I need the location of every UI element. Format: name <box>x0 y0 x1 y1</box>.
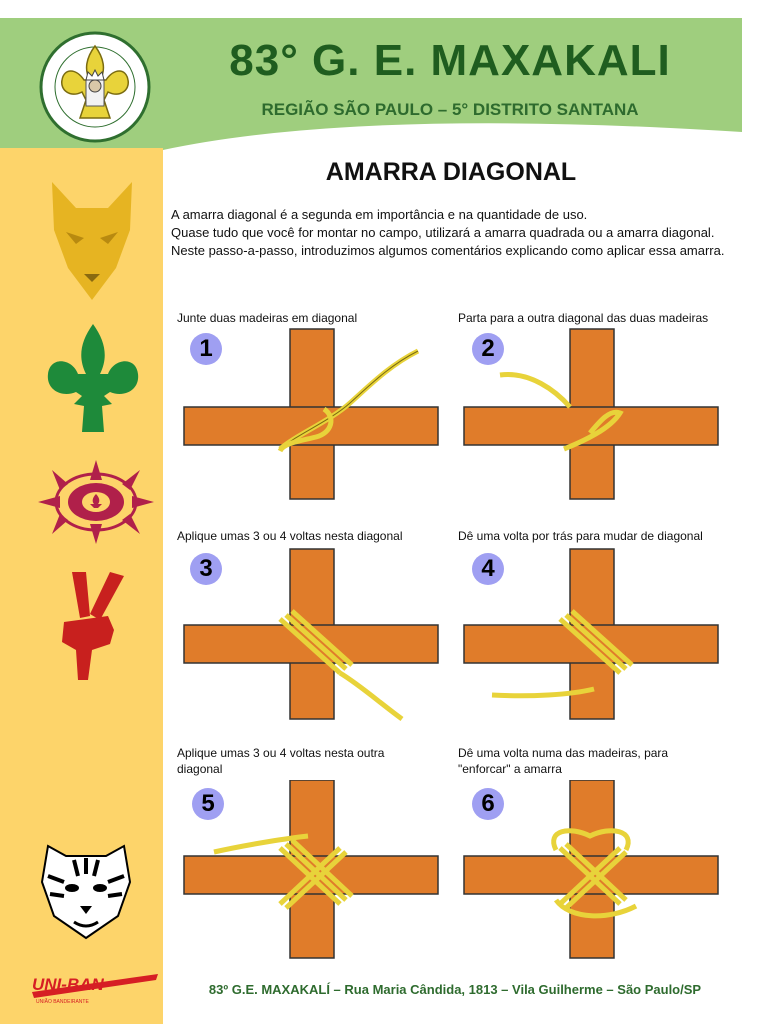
step-6-badge: 6 <box>472 788 504 820</box>
intro-paragraph: A amarra diagonal é a segunda em importância e na quantidade de uso. <box>171 207 588 222</box>
page-subtitle: REGIÃO SÃO PAULO – 5° DISTRITO SANTANA <box>261 100 639 119</box>
step-2-illustration <box>460 325 720 505</box>
compass-rose-icon <box>38 460 154 544</box>
svg-text:UNIÃO BANDEIRANTE: UNIÃO BANDEIRANTE <box>36 999 89 1004</box>
svg-text:UNI-BAN: UNI-BAN <box>32 975 104 994</box>
group-logo <box>36 28 154 146</box>
step-1-illustration <box>180 325 440 505</box>
step-5-badge: 5 <box>192 788 224 820</box>
step-6-illustration <box>460 780 720 960</box>
step-4-illustration <box>460 545 720 725</box>
step-2-badge: 2 <box>472 333 504 365</box>
wolf-icon <box>46 178 138 302</box>
step-4-badge: 4 <box>472 553 504 585</box>
intro-paragraph: Neste passo-a-passo, introduzimos algumos comentários explicando como aplicar essa amarra. <box>171 243 725 258</box>
tiger-icon <box>38 836 134 940</box>
fleur-de-lis-icon <box>44 322 142 434</box>
scout-salute-hand-icon <box>58 570 128 682</box>
footer-address: 83º G.E. MAXAKALÍ – Rua Maria Cândida, 1813 – Vila Guilherme – São Paulo/SP <box>208 982 702 997</box>
intro-text <box>171 206 733 260</box>
section-title: AMARRA DIAGONAL <box>325 158 577 186</box>
uniban-logo <box>30 970 160 1004</box>
step-5-illustration <box>180 780 440 960</box>
step-5-label: Aplique umas 3 ou 4 voltas nesta outra diagonal <box>177 746 385 776</box>
step-4-label: Dê uma volta por trás para mudar de diagonal <box>458 529 703 543</box>
intro-paragraph: Quase tudo que você for montar no campo, utilizará a amarra quadrada ou a amarra diagonal. <box>171 225 715 240</box>
step-3-illustration <box>180 545 440 725</box>
step-2-label: Parta para a outra diagonal das duas madeiras <box>458 311 709 325</box>
step-1-badge: 1 <box>190 333 222 365</box>
step-6-label: Dê uma volta numa das madeiras, para "enforcar" a amarra <box>458 746 669 776</box>
page-title: 83° G. E. MAXAKALI <box>229 36 671 85</box>
step-3-label: Aplique umas 3 ou 4 voltas nesta diagonal <box>177 529 403 543</box>
step-1-label: Junte duas madeiras em diagonal <box>177 311 358 325</box>
step-3-badge: 3 <box>190 553 222 585</box>
